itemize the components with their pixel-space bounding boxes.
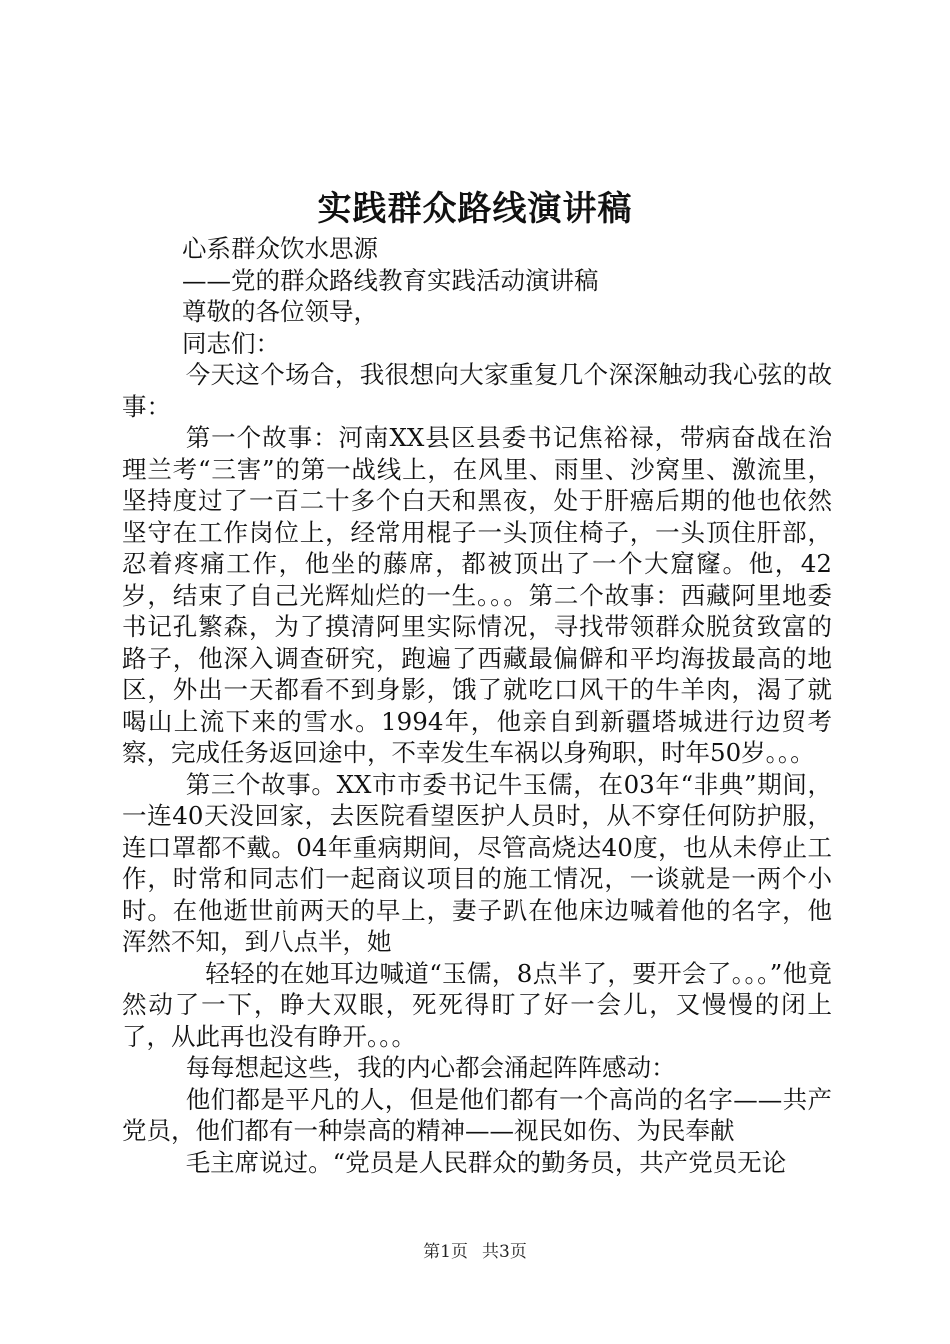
- paragraph-chairman-mao: 毛主席说过。“党员是人民群众的勤务员，共产党员无论: [185, 1147, 787, 1177]
- paragraph-story-three: 第三个故事。XX市市委书记牛玉儒，在03年“非典”期间，一连40天没回家，去医院看望医护人员时，从不穿任何防护服，连口罩都不戴。04年重病期间，尽管高烧达40度，也从未停止工作，时常和同志们一起商议项目的施工情况，一谈就是一两个小时。在他逝世前两天的早上，妻子趴在他床边喊着他的名字，他浑然不知，到八点半，她: [122, 769, 832, 956]
- document-body: [122, 233, 832, 1178]
- document-title: 实践群众路线演讲稿: [317, 189, 633, 229]
- paragraph-party-members: 他们都是平凡的人，但是他们都有一个高尚的名字——共产党员，他们都有一种崇高的精神——视民如伤、为民奉献: [122, 1084, 832, 1145]
- paragraph-opening: 今天这个场合，我很想向大家重复几个深深触动我心弦的故事：: [122, 360, 832, 421]
- page-total: 共3页: [482, 1242, 527, 1262]
- salutation-comrades: 同志们：: [182, 328, 281, 358]
- paragraph-story-three-continued: 轻轻的在她耳边喊道“玉儒，8点半了，要开会了。。。”他竟然动了一下，睁大双眼，死死得盯了好一会儿，又慢慢的闭上了，从此再也没有睁开。。。: [122, 958, 832, 1051]
- subtitle-dash-line: ——党的群众路线教育实践活动演讲稿: [182, 265, 599, 295]
- paragraph-story-one-two: 第一个故事：河南XX县区县委书记焦裕禄，带病奋战在治理兰考“三害”的第一战线上，在风里、雨里、沙窝里、激流里，坚持度过了一百二十多个白天和黑夜，处于肝癌后期的他也依然坚守在工作岗位上，经常用棍子一头顶住椅子，一头顶住肝部，忍着疼痛工作，他坐的藤席，都被顶出了一个大窟窿。他，42岁，结束了自己光辉灿烂的一生。。。第二个故事：西藏阿里地委书记孔繁森，为了摸清阿里实际情况，寻找带领群众脱贫致富的路子，他深入调查研究，跑遍了西藏最偏僻和平均海拔最高的地区，外出一天都看不到身影，饿了就吃口风干的牛羊肉，渴了就喝山上流下来的雪水。1994年，他亲自到新疆塔城进行边贸考察，完成任务返回途中，不幸发生车祸以身殉职，时年50岁。。。: [122, 423, 832, 767]
- page-footer: [0, 1240, 950, 1264]
- paragraph-reflection: 每每想起这些，我的内心都会涌起阵阵感动：: [185, 1053, 676, 1082]
- salutation-leaders: 尊敬的各位领导，: [182, 297, 379, 326]
- subtitle-line: 心系群众饮水思源: [182, 234, 379, 263]
- page-number: 第1页: [423, 1242, 468, 1262]
